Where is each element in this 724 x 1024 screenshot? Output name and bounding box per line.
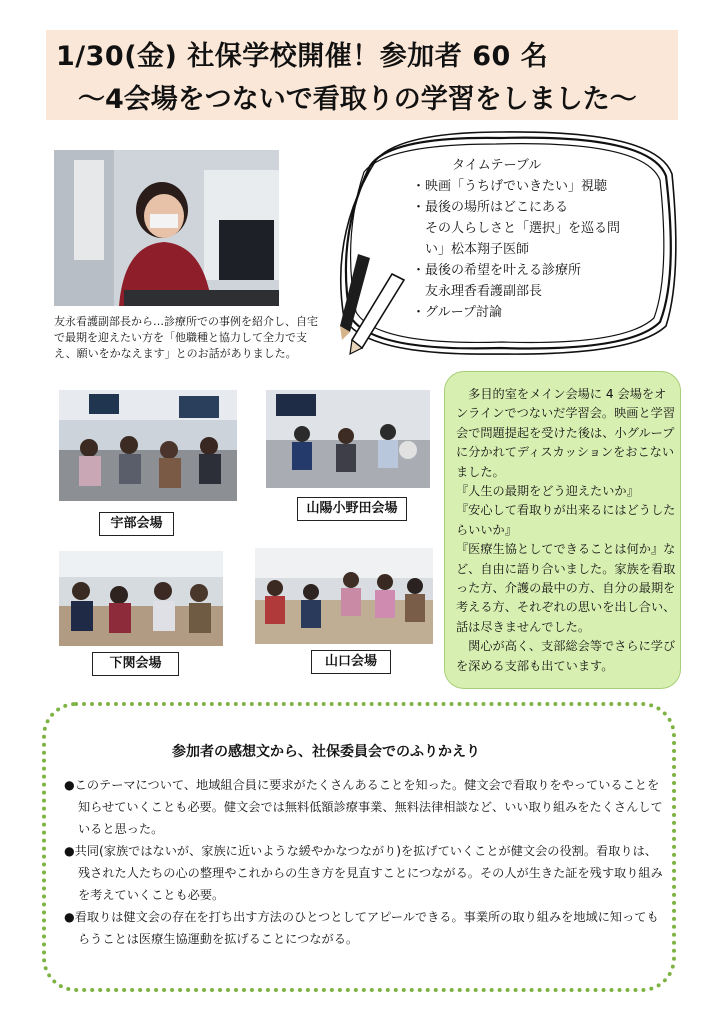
page-subtitle: 〜4会場をつないで看取りの学習をしました〜 (78, 84, 637, 115)
summary-text (456, 385, 678, 676)
page-title: 1/30(金) 社保学校開催！参加者 60 名 (56, 41, 549, 72)
reflection-item: ●このテーマについて、地域組合員に要求がたくさんあることを知った。健文会で看取りをやっていることを知らせていくことも必要。健文会では無料低額診療事業、無料法律相談など、いい取り組みをたくさんしていると思った。 (64, 778, 663, 836)
timetable-item: ・最後の場所はどこにある (412, 200, 569, 215)
ube-venue-photo (59, 390, 237, 501)
timetable-item: い」松本翔子医師 (412, 242, 530, 257)
reflection-item: ●看取りは健文会の存在を打ち出す方法のひとつとしてアピールできる。事業所の取り組みを地域に知ってもらうことは医療生協運動を拡げることにつながる。 (64, 910, 659, 946)
speaker-photo (54, 150, 279, 306)
summary-paragraph: 『安心して看取りが出来るにはどうしたらいいか』 (456, 503, 676, 537)
reflection-title: 参加者の感想文から、社保委員会でのふりかえり (172, 744, 480, 760)
venue-label-sanyo-onoda: 山陽小野田会場 (297, 497, 407, 521)
sanyo-onoda-venue-photo (266, 390, 430, 488)
timetable-item: その人らしさと「選択」を巡る問 (412, 221, 621, 236)
summary-paragraph: 『人生の最期をどう迎えたいか』 (456, 484, 639, 499)
timetable-list (412, 176, 620, 323)
timetable-item: 友永理香看護副部長 (412, 284, 543, 299)
summary-paragraph: 多目的室をメイン会場に 4 会場をオンラインでつないだ学習会。映画と学習会で問題提起を受けた後は、小グループに分かれてディスカッションをおこないました。 (456, 387, 676, 479)
timetable-item: ・映画「うちげでいきたい」視聴 (412, 179, 608, 194)
yamaguchi-venue-photo (255, 548, 433, 644)
summary-paragraph: 関心が高く、支部総会等でさらに学びを深める支部も出ています。 (456, 639, 676, 673)
reflection-list (64, 774, 664, 950)
shimonoseki-venue-photo (59, 551, 223, 646)
venue-label-yamaguchi: 山口会場 (311, 650, 391, 674)
venue-label-ube: 宇部会場 (99, 512, 174, 536)
timetable-item: ・グループ討論 (412, 305, 502, 320)
summary-paragraph: 『医療生協としてできることは何か』など、自由に語り合いました。家族を看取った方、介護の最中の方、自分の最期を考える方、それぞれの思いを出し合い、話は尽きませんでした。 (456, 542, 676, 634)
timetable-title: タイムテーブル (452, 158, 542, 173)
venue-label-shimonoseki: 下関会場 (92, 652, 179, 676)
timetable-item: ・最後の希望を叶える診療所 (412, 263, 582, 278)
reflection-item: ●共同(家族ではないが、家族に近いような緩やかなつながり)を拡げていくことが健文会の役割。看取りは、残された人たちの心の整理やこれからの生き方を見直すことにつながる。その人が生きた証を残す取り組みを考えていくことも必要。 (64, 844, 663, 902)
speaker-caption: 友永看護副部長から…診療所での事例を紹介し、自宅で最期を迎えたい方を「他職種と協力して全力で支え、願いをかなえます」とのお話がありました。 (54, 315, 318, 360)
